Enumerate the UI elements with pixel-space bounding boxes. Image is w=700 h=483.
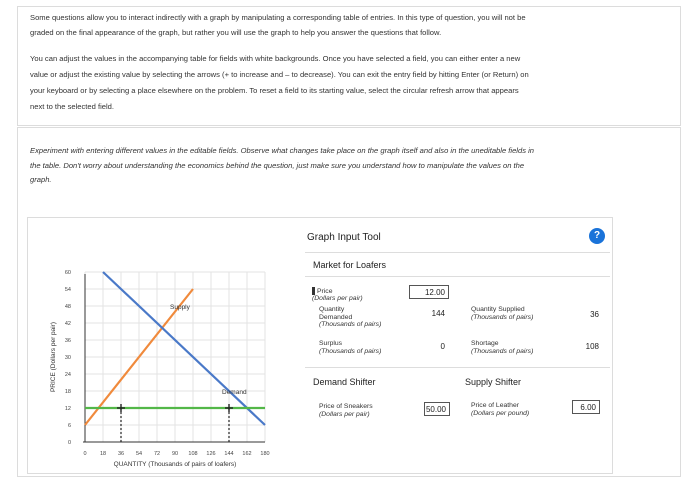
intro-line: next to the selected field. (30, 102, 115, 111)
y-tick-label: 54 (64, 287, 71, 293)
x-tick-label: 36 (117, 451, 125, 457)
intro-line: graded on the final appearance of the graph, but rather you will use the graph to help you answer the questions that follow. (30, 28, 442, 37)
instructions-panel (17, 6, 681, 126)
x-tick-label: 0 (83, 451, 87, 457)
tool-title: Graph Input Tool (307, 232, 381, 243)
y-tick-label: 18 (64, 389, 71, 395)
price-input[interactable]: 12.00 (409, 285, 449, 299)
y-tick-label: 48 (64, 304, 71, 310)
x-tick-label: 90 (171, 451, 179, 457)
shortage-value: 108 (585, 342, 599, 351)
demand-shifter-heading: Demand Shifter (313, 377, 376, 387)
y-tick-label: 36 (64, 338, 71, 344)
leather-price-input[interactable]: 6.00 (572, 400, 600, 414)
x-tick-label: 72 (153, 451, 161, 457)
y-tick-label: 30 (64, 355, 71, 361)
x-tick-label: 108 (188, 451, 198, 457)
quantity-supplied-label: Quantity Supplied (Thousands of pairs) (471, 306, 534, 321)
demand-line (103, 272, 265, 425)
intro-line: Some questions allow you to interact indirectly with a graph by manipulating a corresponding table of entries. In this type of question, you will not be (30, 13, 526, 22)
y-tick-label: 12 (64, 406, 71, 412)
x-tick-label: 162 (242, 451, 252, 457)
experiment-line: Experiment with entering different values in the editable fields. Observe what changes take place on the graph itself and also in the uneditable fields in (30, 146, 535, 155)
quantity-demanded-value: 144 (431, 309, 445, 318)
supply-shifter-heading: Supply Shifter (465, 377, 522, 387)
y-tick-label: 0 (67, 440, 71, 446)
surplus-value: 0 (440, 342, 445, 351)
sneakers-price-input[interactable]: 50.00 (424, 402, 450, 416)
divider (305, 367, 610, 368)
demand-label: Demand (222, 388, 247, 396)
intro-line: You can adjust the values in the accompanying table for fields with white backgrounds. Once you have selected a field, you can either enter a new (30, 54, 521, 63)
intro-line: value or adjust the existing value by selecting the arrows (+ to increase and – to decrease). You can exit the entry field by hitting Enter (or Return) on (30, 70, 529, 79)
y-axis-title: PRICE (Dollars per pair) (50, 321, 57, 393)
leather-label: Price of Leather (Dollars per pound) (471, 402, 530, 417)
x-tick-label: 180 (260, 451, 270, 457)
sneakers-label: Price of Sneakers (Dollars per pair) (319, 403, 373, 418)
divider (305, 252, 610, 253)
x-tick-label: 18 (99, 451, 107, 457)
x-tick-label: 144 (224, 451, 234, 457)
market-chart (30, 255, 300, 475)
surplus-label: Surplus (Thousands of pairs) (319, 340, 382, 355)
experiment-text (30, 144, 660, 188)
y-tick-label: 24 (64, 372, 71, 378)
price-marker-icon (312, 287, 315, 295)
quantity-demanded-label: Quantity Demanded (Thousands of pairs) (319, 306, 382, 328)
help-button[interactable]: ? (589, 228, 605, 244)
x-tick-label: 54 (135, 451, 143, 457)
chart-grid (85, 272, 265, 442)
divider (305, 276, 610, 277)
quantity-supplied-value: 36 (590, 310, 599, 319)
y-tick-label: 6 (67, 423, 71, 429)
x-axis-title: QUANTITY (Thousands of pairs of loafers) (113, 461, 237, 468)
experiment-line: the table. Don't worry about understanding the economics behind the question, just make sure you understand how to manipulate the values on the (30, 160, 525, 170)
market-label: Market for Loafers (313, 260, 387, 270)
y-tick-label: 42 (64, 321, 71, 327)
x-tick-label: 126 (206, 451, 216, 457)
y-tick-label: 60 (64, 270, 71, 276)
experiment-line: graph. (30, 175, 52, 184)
intro-line: your keyboard or by selecting a place elsewhere on the problem. To reset a field to its starting value, select the circular refresh arrow that appears (30, 86, 519, 95)
price-label: Price (Dollars per pair) (312, 287, 363, 303)
shortage-label: Shortage (Thousands of pairs) (471, 340, 534, 355)
supply-label: Supply (170, 303, 190, 311)
